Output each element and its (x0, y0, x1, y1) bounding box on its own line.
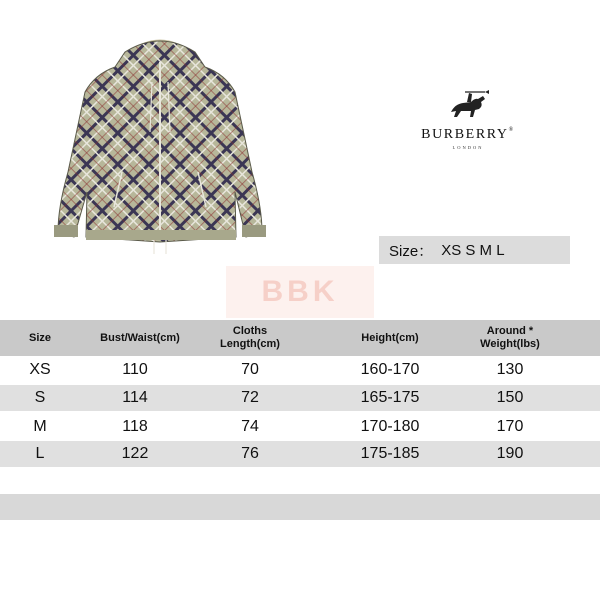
cell-bust-waist: 122 (121, 444, 149, 462)
brand-subtitle: LONDON (452, 145, 484, 150)
cell-weight: 190 (496, 444, 524, 462)
table-row (0, 414, 600, 440)
burberry-logo (398, 90, 538, 150)
cell-weight: 170 (496, 417, 524, 435)
cell-height: 170-180 (360, 417, 420, 435)
cell-height: 160-170 (360, 360, 420, 378)
cell-weight: 130 (496, 360, 524, 378)
cell-bust-waist: 114 (122, 388, 148, 406)
table-row (0, 441, 600, 467)
cell-length: 70 (241, 360, 259, 378)
registered-mark: ® (508, 127, 515, 133)
size-panel-value: XS S M L (441, 241, 505, 259)
header-height: Height(cm) (361, 331, 419, 344)
cell-length: 72 (241, 388, 259, 406)
footer-band (0, 494, 600, 520)
cell-height: 165-175 (360, 388, 420, 406)
cell-size: S (34, 388, 46, 406)
table-header-row (0, 320, 600, 356)
cell-weight: 150 (496, 388, 524, 406)
watermark: BBK (226, 266, 374, 318)
cell-size: XS (29, 360, 51, 378)
cell-length: 74 (241, 417, 259, 435)
brand-wordmark: BURBERRY (421, 127, 509, 142)
cell-bust-waist: 110 (122, 360, 148, 378)
table-row (0, 385, 600, 411)
cell-size: M (33, 417, 47, 435)
size-panel-label: Size： (389, 242, 434, 260)
cell-size: L (35, 444, 45, 462)
cell-height: 175-185 (360, 444, 420, 462)
size-panel (379, 236, 570, 264)
header-size: Size (28, 331, 51, 344)
cell-length: 76 (241, 444, 259, 462)
cell-bust-waist: 118 (122, 417, 148, 435)
jacket-product-image (40, 22, 280, 272)
header-weight: Around * Weight(lbs) (480, 325, 540, 350)
header-bust-waist: Bust/Waist(cm) (100, 331, 180, 344)
header-cloths-length: Cloths Length(cm) (220, 325, 280, 350)
equestrian-knight-icon (445, 90, 491, 120)
table-row (0, 357, 600, 383)
